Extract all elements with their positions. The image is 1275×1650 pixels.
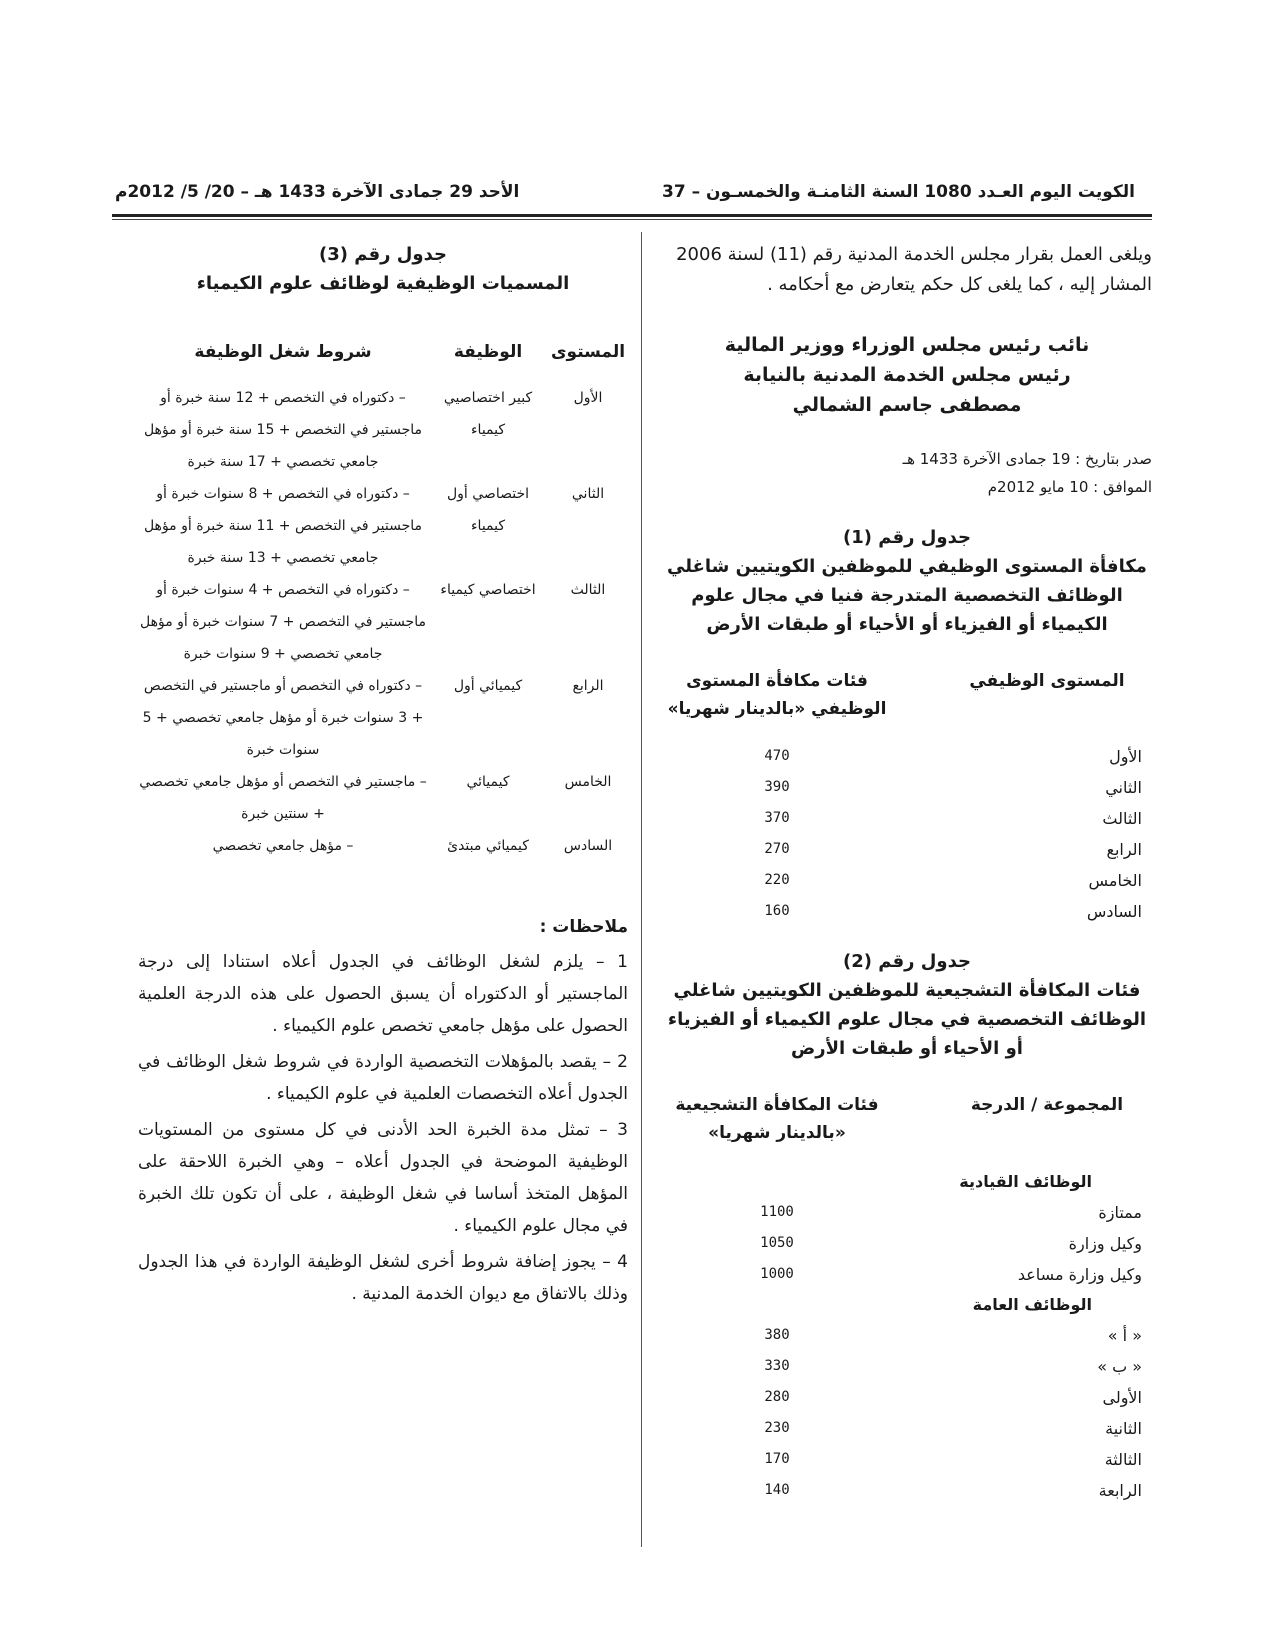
table3-body: [138, 382, 628, 862]
table-row: [138, 574, 628, 670]
grade-cell: الأولى: [1102, 1388, 1142, 1407]
job-cell: كيميائي مبتدئ: [447, 838, 529, 854]
job-cell: كبير اختصاصيي كيمياء: [443, 390, 533, 438]
job-cell: كيميائي: [466, 774, 510, 790]
amount-cell: 1000: [760, 1266, 794, 1282]
left-column: [138, 240, 628, 1310]
grade-cell: الرابعة: [1098, 1481, 1142, 1500]
table-row: [662, 741, 1152, 772]
table3-col-conditions: شروط شغل الوظيفة: [194, 342, 372, 362]
amount-cell: 170: [764, 1451, 790, 1467]
amount-cell: 380: [764, 1327, 790, 1343]
table3-col-level: المستوى: [550, 342, 626, 362]
grade-cell: الثالثة: [1104, 1450, 1142, 1469]
conditions-cell: – دكتوراه في التخصص أو ماجستير في التخصص + 3 سنوات خبرة أو مؤهل جامعي تخصصي + 5 سنوات خبرة: [142, 678, 424, 758]
table2-number: جدول رقم (2): [843, 951, 971, 972]
level-cell: الأول: [573, 390, 603, 406]
right-column: [662, 240, 1152, 1506]
amount-cell: 470: [764, 748, 790, 764]
table-row: [662, 834, 1152, 865]
table-row: [662, 772, 1152, 803]
section-general: الوظائف العامة: [972, 1295, 1092, 1314]
table2-title: فئات المكافأة التشجيعية للموظفين الكويتيين شاغلي الوظائف التخصصية في مجال علوم الكيمياء أو الفيزياء أو الأحياء أو طبقات الأرض: [667, 980, 1147, 1059]
intro-paragraph: ويلغى العمل بقرار مجلس الخدمة المدنية رقم (11) لسنة 2006 المشار إليه ، كما يلغى كل حكم يتعارض مع أحكامه .: [676, 244, 1152, 295]
amount-cell: 370: [764, 810, 790, 826]
level-cell: الثاني: [571, 486, 605, 502]
section-leadership: الوظائف القيادية: [959, 1172, 1092, 1191]
table1-body: [662, 741, 1152, 927]
amount-cell: 1050: [760, 1235, 794, 1251]
table-row: [138, 670, 628, 766]
notes-heading: ملاحظات :: [539, 917, 628, 937]
conditions-cell: – مؤهل جامعي تخصصي: [212, 838, 354, 854]
grade-cell: الثانية: [1105, 1419, 1142, 1438]
table2-body: [662, 1167, 1152, 1506]
issue-dates: [662, 445, 1152, 501]
grade-cell: وكيل وزارة مساعد: [1017, 1265, 1142, 1284]
amount-cell: 270: [764, 841, 790, 857]
issued-date: صدر بتاريخ : 19 جمادى الآخرة 1433 هـ: [902, 450, 1152, 468]
note-3: 3 – تمثل مدة الخبرة الحد الأدنى في كل مستوى من المستويات الوظيفية الموضحة في الجدول أعلاه – وهي الخبرة اللاحقة على المؤهل المتخذ أساسا في شغل الوظيفة ، على أن تكون تلك الخبرة في مجال علوم الكيمياء .: [138, 1120, 628, 1236]
table3-col-job: الوظيفة: [453, 342, 523, 362]
table-row: [662, 803, 1152, 834]
corresponding-date: الموافق : 10 مايو 2012م: [987, 478, 1152, 496]
signature-line-2: رئيس مجلس الخدمة المدنية بالنيابة: [743, 364, 1071, 386]
grade-cell: وكيل وزارة: [1068, 1234, 1142, 1253]
level-cell: الثاني: [1105, 778, 1142, 797]
conditions-cell: – دكتوراه في التخصص + 12 سنة خبرة أو ماجستير في التخصص + 15 سنة خبرة أو مؤهل جامعي تخصصي + 17 سنة خبرة: [143, 390, 423, 470]
amount-cell: 230: [764, 1420, 790, 1436]
grade-cell: « ب »: [1097, 1357, 1142, 1376]
amount-cell: 160: [764, 903, 790, 919]
table1-header: [662, 667, 1152, 723]
table1-col-level: المستوى الوظيفي: [969, 671, 1125, 691]
conditions-cell: – ماجستير في التخصص أو مؤهل جامعي تخصصي + سنتين خبرة: [139, 774, 427, 822]
conditions-cell: – دكتوراه في التخصص + 4 سنوات خبرة أو ماجستير في التخصص + 7 سنوات خبرة أو مؤهل جامعي تخصصي + 9 سنوات خبرة: [140, 582, 426, 662]
level-cell: الخامس: [1088, 871, 1142, 890]
header-date: الأحد 29 جمادى الآخرة 1433 هـ – 20/ 5/ 2012م: [115, 182, 520, 202]
table-row: [662, 1475, 1152, 1506]
column-divider: [641, 232, 642, 1547]
job-cell: اختصاصي أول كيمياء: [446, 486, 529, 534]
grade-cell: « أ »: [1107, 1326, 1142, 1345]
level-cell: الرابع: [572, 678, 604, 694]
table1-col-amount: فئات مكافأة المستوى الوظيفي «بالدينار شهريا»: [667, 671, 887, 719]
table-row: [138, 382, 628, 478]
table-row: [662, 1382, 1152, 1413]
level-cell: الرابع: [1106, 840, 1142, 859]
amount-cell: 390: [764, 779, 790, 795]
amount-cell: 1100: [760, 1204, 794, 1220]
table-row: [138, 766, 628, 830]
table-row: [662, 1444, 1152, 1475]
level-cell: الخامس: [564, 774, 612, 790]
grade-cell: ممتازة: [1098, 1203, 1142, 1222]
conditions-cell: – دكتوراه في التخصص + 8 سنوات خبرة أو ماجستير في التخصص + 11 سنة خبرة أو مؤهل جامعي تخصصي + 13 سنة خبرة: [143, 486, 423, 566]
table3-number: جدول رقم (3): [319, 244, 447, 265]
table-row: [662, 1197, 1152, 1228]
signature-name: مصطفى جاسم الشمالي: [792, 394, 1022, 416]
table-row: [662, 1259, 1152, 1290]
table2-header: [662, 1091, 1152, 1147]
level-cell: الأول: [1109, 747, 1142, 766]
amount-cell: 140: [764, 1482, 790, 1498]
table2: [662, 947, 1152, 1506]
amount-cell: 220: [764, 872, 790, 888]
table-row: [138, 478, 628, 574]
signature-block: [662, 330, 1152, 420]
header-issue: الكويت اليوم العـدد 1080 السنة الثامنـة والخمسـون – 37: [661, 182, 1135, 202]
table1-number: جدول رقم (1): [843, 527, 971, 548]
note-2: 2 – يقصد بالمؤهلات التخصصية الواردة في شروط شغل الوظائف في الجدول أعلاه التخصصات العلمية في علوم الكيمياء .: [138, 1052, 628, 1104]
amount-cell: 330: [764, 1358, 790, 1374]
header-rule-thin: [112, 219, 1152, 220]
table3-title: المسميات الوظيفية لوظائف علوم الكيمياء: [196, 273, 570, 294]
header-rule: [112, 214, 1152, 217]
level-cell: السادس: [563, 838, 613, 854]
table-row: [662, 1413, 1152, 1444]
table-row: [662, 1351, 1152, 1382]
table-row: [662, 1320, 1152, 1351]
table1-title: مكافأة المستوى الوظيفي للموظفين الكويتيين شاغلي الوظائف التخصصية المتدرجة فنيا في مجال علوم الكيمياء أو الفيزياء أو الأحياء أو طبقات الأرض: [667, 556, 1147, 635]
job-cell: كيميائي أول: [453, 678, 523, 694]
table-row: [662, 896, 1152, 927]
level-cell: السادس: [1086, 902, 1142, 921]
table-row: [662, 865, 1152, 896]
level-cell: الثالث: [570, 582, 606, 598]
table3-header: [138, 338, 628, 366]
table1: [662, 523, 1152, 927]
table-row: [138, 830, 628, 862]
note-1: 1 – يلزم لشغل الوظائف في الجدول أعلاه استنادا إلى درجة الماجستير أو الدكتوراه أن يسبق الحصول على هذه الدرجة العلمية الحصول على مؤهل جامعي تخصص علوم الكيمياء .: [138, 952, 628, 1036]
job-cell: اختصاصي كيمياء: [440, 582, 536, 598]
table2-col-group: المجموعة / الدرجة: [970, 1095, 1124, 1115]
table2-col-amount: فئات المكافأة التشجيعية «بالدينار شهريا»: [675, 1095, 879, 1143]
table-row: [662, 1228, 1152, 1259]
note-4: 4 – يجوز إضافة شروط أخرى لشغل الوظيفة الواردة في هذا الجدول وذلك بالاتفاق مع ديوان الخدمة المدنية .: [138, 1252, 628, 1304]
amount-cell: 280: [764, 1389, 790, 1405]
signature-line-1: نائب رئيس مجلس الوزراء ووزير المالية: [724, 334, 1090, 356]
level-cell: الثالث: [1102, 809, 1142, 828]
